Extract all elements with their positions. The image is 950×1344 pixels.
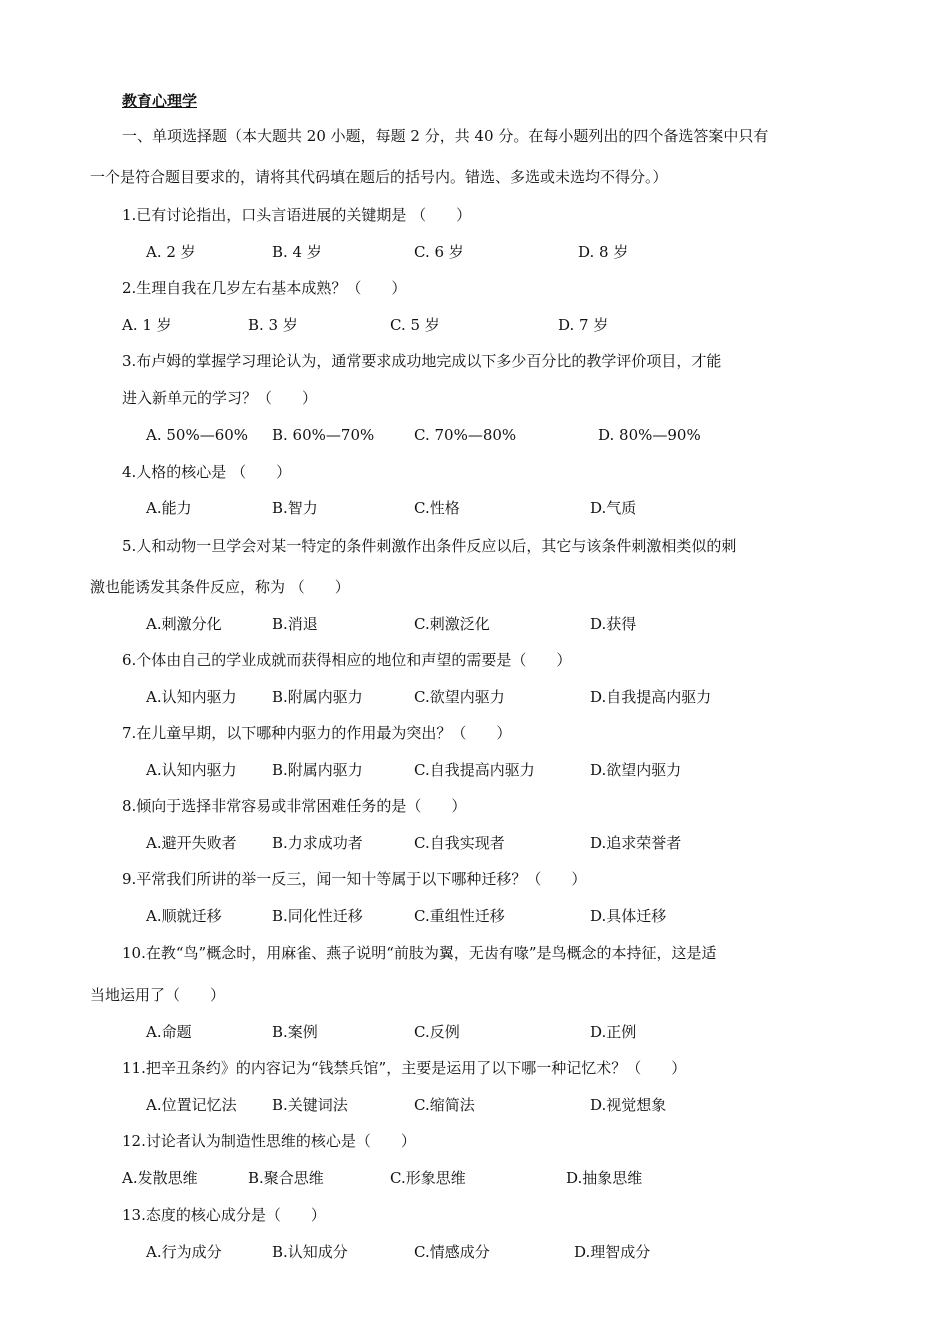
q12-option-c: C.形象思维 xyxy=(390,1169,466,1187)
q2-option-b: B. 3 岁 xyxy=(248,316,298,334)
question-3-text-cont: 进入新单元的学习？（ ） xyxy=(122,389,318,407)
question-8-text: 8.倾向于选择非常容易或非常困难任务的是（ ） xyxy=(122,797,467,815)
q1-option-d: D. 8 岁 xyxy=(578,243,629,261)
q5-option-a: A.刺激分化 xyxy=(146,615,222,633)
q6-option-b: B.附属内驱力 xyxy=(272,688,363,706)
q6-option-a: A.认知内驱力 xyxy=(146,688,237,706)
q13-option-d: D.理智成分 xyxy=(574,1243,651,1261)
q8-option-b: B.力求成功者 xyxy=(272,834,363,852)
question-10-text: 10.在教“鸟”概念时，用麻雀、燕子说明“前肢为翼，无齿有喙”是鸟概念的本持征，这是适 xyxy=(122,944,717,962)
question-2-text: 2.生理自我在几岁左右基本成熟？（ ） xyxy=(122,279,407,297)
q2-option-c: C. 5 岁 xyxy=(390,316,440,334)
q4-option-d: D.气质 xyxy=(590,499,637,517)
q8-option-d: D.追求荣誉者 xyxy=(590,834,682,852)
q9-option-c: C.重组性迁移 xyxy=(414,907,505,925)
q3-option-d: D. 80%—90% xyxy=(598,426,701,444)
question-5-text-cont: 激也能诱发其条件反应，称为 （ ） xyxy=(90,578,350,596)
q7-option-c: C.自我提高内驱力 xyxy=(414,761,535,779)
q2-option-a: A. 1 岁 xyxy=(122,316,172,334)
q9-option-b: B.同化性迁移 xyxy=(272,907,363,925)
q9-option-a: A.顺就迁移 xyxy=(146,907,222,925)
q3-option-a: A. 50%—60% xyxy=(146,426,249,444)
q10-option-b: B.案例 xyxy=(272,1023,318,1041)
q5-option-d: D.获得 xyxy=(590,615,637,633)
document-title: 教育心理学 xyxy=(122,92,198,110)
q12-option-a: A.发散思维 xyxy=(122,1169,198,1187)
q13-option-a: A.行为成分 xyxy=(146,1243,222,1261)
q11-option-a: A.位置记忆法 xyxy=(146,1096,237,1114)
q6-option-d: D.自我提高内驱力 xyxy=(590,688,712,706)
q5-option-b: B.消退 xyxy=(272,615,318,633)
q1-option-b: B. 4 岁 xyxy=(272,243,322,261)
q4-option-a: A.能力 xyxy=(146,499,192,517)
question-9-text: 9.平常我们所讲的举一反三，闻一知十等属于以下哪种迁移？（ ） xyxy=(122,870,587,888)
section-header-line-1: 一、单项选择题（本大题共 20 小题，每题 2 分，共 40 分。在每小题列出的四个备选答案中只有 xyxy=(122,127,769,145)
question-4-text: 4.人格的核心是 （ ） xyxy=(122,463,292,481)
q7-option-b: B.附属内驱力 xyxy=(272,761,363,779)
q10-option-a: A.命题 xyxy=(146,1023,192,1041)
q12-option-d: D.抽象思维 xyxy=(566,1169,643,1187)
question-3-text: 3.布卢姆的掌握学习理论认为，通常要求成功地完成以下多少百分比的教学评价项目，才能 xyxy=(122,352,722,370)
q4-option-b: B.智力 xyxy=(272,499,318,517)
q12-option-b: B.聚合思维 xyxy=(248,1169,324,1187)
q1-option-a: A. 2 岁 xyxy=(146,243,196,261)
q8-option-c: C.自我实现者 xyxy=(414,834,505,852)
q3-option-b: B. 60%—70% xyxy=(272,426,375,444)
q4-option-c: C.性格 xyxy=(414,499,460,517)
q7-option-a: A.认知内驱力 xyxy=(146,761,237,779)
question-10-text-cont: 当地运用了（ ） xyxy=(90,986,226,1004)
q13-option-c: C.情感成分 xyxy=(414,1243,490,1261)
question-7-text: 7.在儿童早期，以下哪种内驱力的作用最为突出？（ ） xyxy=(122,724,512,742)
q8-option-a: A.避开失败者 xyxy=(146,834,237,852)
q3-option-c: C. 70%—80% xyxy=(414,426,517,444)
question-1-text: 1.已有讨论指出，口头言语进展的关键期是 （ ） xyxy=(122,206,472,224)
q7-option-d: D.欲望内驱力 xyxy=(590,761,682,779)
q13-option-b: B.认知成分 xyxy=(272,1243,348,1261)
question-5-text: 5.人和动物一旦学会对某一特定的条件刺激作出条件反应以后，其它与该条件刺激相类似的刺 xyxy=(122,537,737,555)
section-header-line-2: 一个是符合题目要求的，请将其代码填在题后的括号内。错选、多选或未选均不得分。） xyxy=(90,168,668,186)
q10-option-d: D.正例 xyxy=(590,1023,637,1041)
q9-option-d: D.具体迁移 xyxy=(590,907,667,925)
q5-option-c: C.刺激泛化 xyxy=(414,615,490,633)
q11-option-c: C.缩简法 xyxy=(414,1096,475,1114)
question-11-text: 11.把辛丑条约》的内容记为“钱禁兵馆”，主要是运用了以下哪一种记忆术？（ ） xyxy=(122,1059,687,1077)
q6-option-c: C.欲望内驱力 xyxy=(414,688,505,706)
question-12-text: 12.讨论者认为制造性思维的核心是（ ） xyxy=(122,1132,416,1150)
question-6-text: 6.个体由自己的学业成就而获得相应的地位和声望的需要是（ ） xyxy=(122,651,572,669)
q1-option-c: C. 6 岁 xyxy=(414,243,464,261)
q2-option-d: D. 7 岁 xyxy=(558,316,609,334)
q10-option-c: C.反例 xyxy=(414,1023,460,1041)
question-13-text: 13.态度的核心成分是（ ） xyxy=(122,1206,326,1224)
q11-option-b: B.关键词法 xyxy=(272,1096,348,1114)
q11-option-d: D.视觉想象 xyxy=(590,1096,667,1114)
